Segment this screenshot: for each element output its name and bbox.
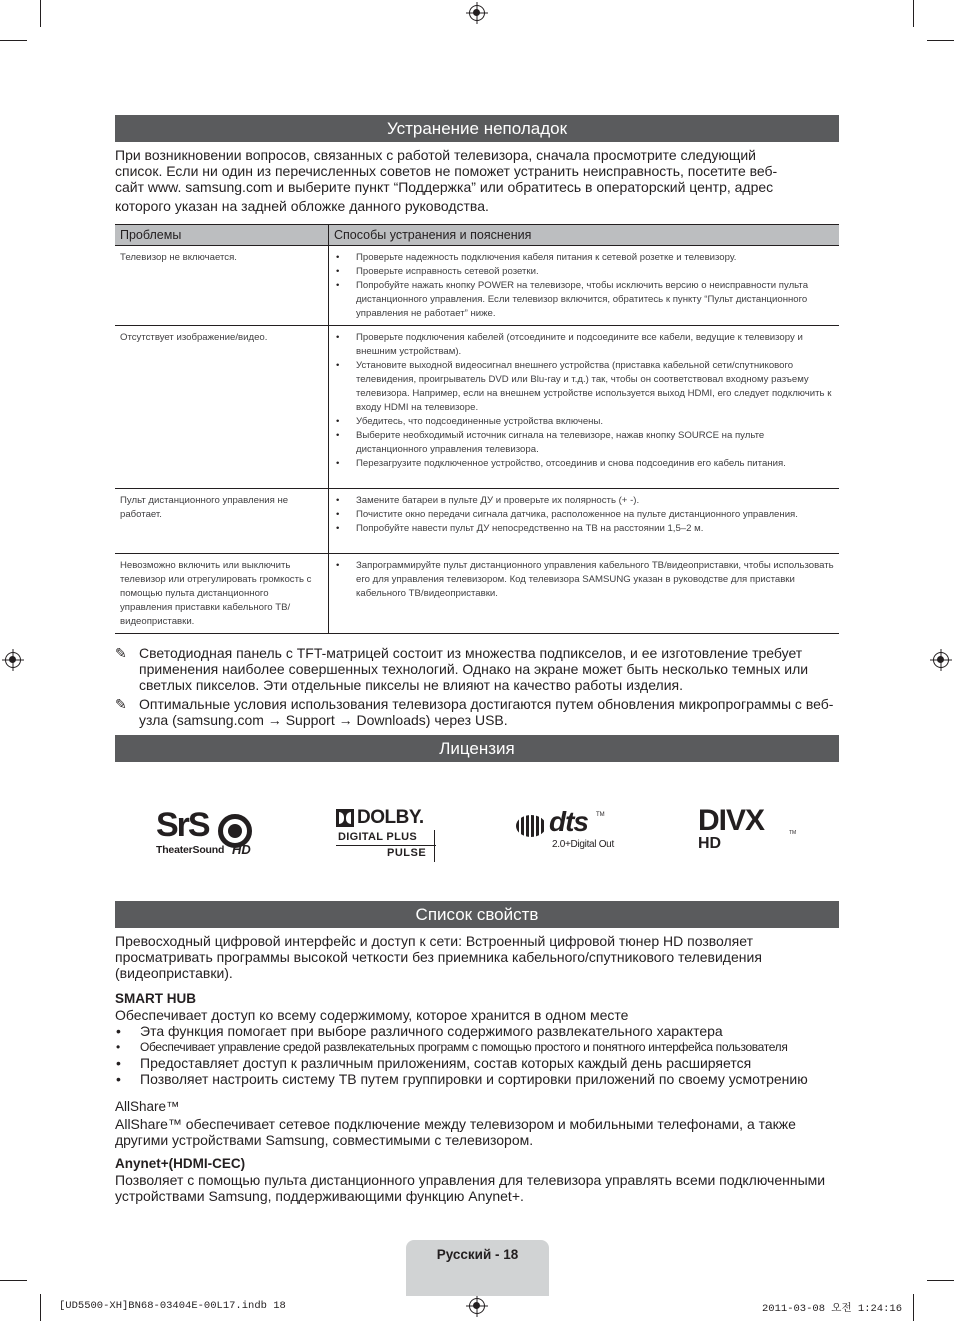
srs-sub-text: TheaterSound (156, 844, 225, 856)
crop-mark (0, 40, 27, 41)
dolby-double-d-icon (346, 812, 351, 824)
dolby-logo-text: DOLBY. (357, 807, 424, 828)
note-text: Светодиодная панель с TFT-матрицей состоит из множества подпикселов, и ее изготовление требует применения наиболее совершенных технологий. Однако на экране может быть несколько темных или светлых пикселов. Эти отдельные пикселы не влияют на качество работы изделия. (139, 645, 809, 693)
anynet-title: Anynet+(HDMI-CEC) (115, 1156, 246, 1171)
divx-tm: TM (789, 830, 797, 836)
column-header-solutions: Способы устранения и пояснения (329, 225, 840, 246)
list-item: • Позволяет настроить систему ТВ путем группировки и сортировки приложений по своему усмотрению (115, 1071, 839, 1087)
list-item: • Обеспечивает управление средой развлекательных программ с помощью простого и понятного интерфейса пользователя (115, 1039, 839, 1055)
allshare-desc: AllShare™ обеспечивает сетевое подключение между телевизором и мобильными телефонами, а также другими устройствами Samsung, совместимыми с телевизором. (115, 1116, 796, 1148)
smart-hub-bullets (115, 1023, 839, 1087)
table-row (115, 554, 839, 634)
problem-cell: Пульт дистанционного управления не работает. (115, 489, 329, 554)
intro-line: сайт www. samsung.com и выберите пункт “Поддержка” или обратитесь в операторский центр, адрес (115, 179, 774, 195)
list-item: • Предоставляет доступ к различным приложениям, состав которых каждый день расширяется (115, 1055, 839, 1071)
intro-line: список. Если ни один из перечисленных советов не поможет устранить неисправность, посетите веб- (115, 163, 778, 179)
dolby-divider (434, 830, 435, 862)
registration-mark-icon (933, 652, 949, 668)
dts-digital-out-logo (516, 806, 622, 852)
column-header-problems: Проблемы (115, 225, 329, 246)
dts-tm: TM (596, 812, 605, 818)
print-slug-left: [UD5500-XH]BN68-03404E-00L17.indb 18 (59, 1300, 286, 1312)
crop-mark (40, 0, 41, 27)
crop-mark (913, 1294, 914, 1321)
note-led-panel (115, 645, 839, 693)
divx-hd-logo (698, 804, 798, 854)
crop-mark (40, 1294, 41, 1321)
problem-cell: Невозможно включить или выключить телевизор или отрегулировать громкость с помощью пульта дистанционного управления приставки кабельного ТВ/видеоприставки. (115, 554, 329, 634)
srs-logo-text: SrS (156, 806, 209, 844)
srs-hd-text: HD (232, 842, 251, 857)
solution-item: • Убедитесь, что подсоединенные устройства включены. (356, 415, 834, 429)
note-text: Оптимальные условия использования телевизора достигаются путем обновления микропрограммы с веб-узла (samsung.com → Support → Downloads) через USB. (139, 696, 834, 728)
registration-mark-icon (469, 1298, 485, 1314)
divx-logo-text: DIVX (698, 804, 765, 837)
solutions-cell (329, 489, 840, 554)
solutions-cell (329, 246, 840, 326)
solution-item: • Попробуйте нажать кнопку POWER на телевизоре, чтобы исключить версию о неисправности пульта дистанционного управления. Если телевизор включится, обратитесь к пункту “Пульт дистанционного управления не работает” ниже. (356, 279, 834, 321)
troubleshooting-intro (115, 147, 839, 214)
section-title-license: Лицензия (115, 735, 839, 762)
print-slug-right: 2011-03-08 오전 1:24:16 (762, 1303, 903, 1315)
solution-item: • Перезагрузите подключенное устройство, отсоединив и снова подсоединив его кабель питания. (356, 457, 834, 471)
intro-line: которого указан на задней обложке данного руководства. (115, 198, 489, 214)
troubleshooting-table (115, 224, 839, 634)
registration-mark-icon (5, 652, 21, 668)
pencil-note-icon: ✎ (115, 645, 127, 661)
dts-sub-text: 2.0+Digital Out (552, 839, 614, 850)
dolby-divider (336, 845, 436, 846)
solution-item: • Установите выходной видеосигнал внешнего устройства (приставка кабельной сети/спутникового телевидения, проигрыватель DVD или Blu-ray и т.д.) так, чтобы он соответствовал входному разъему телевизора. Например, если на внешнем устройстве используется выход HDMI, его следует подключить к входу HDMI на телевизоре. (356, 359, 834, 415)
problem-cell: Отсутствует изображение/видео. (115, 326, 329, 489)
crop-mark (913, 0, 914, 27)
solution-item: • Запрограммируйте пульт дистанционного управления кабельного ТВ/видеоприставки, чтобы использовать его для управления телевизором. Код телевизора SAMSUNG указан в руководстве для приставки кабельного ТВ/видеоприставки. (356, 559, 834, 601)
smart-hub-title: SMART HUB (115, 991, 196, 1006)
crop-mark (927, 1280, 954, 1281)
page-number-tab: Русский - 18 (406, 1240, 549, 1296)
features-intro: Превосходный цифровой интерфейс и доступ к сети: Встроенный цифровой тюнер HD позволяет просматривать программы высокой четкости без приемника кабельного/спутникового телевидения (видеоприставки). (115, 933, 762, 981)
list-item: • Эта функция помогает при выборе различного содержимого развлекательного характера (115, 1023, 839, 1039)
solution-item: • Выберите необходимый источник сигнала на телевизоре, нажав кнопку SOURCE на пульте дистанционного управления телевизора. (356, 429, 834, 457)
solution-item: • Проверьте подключения кабелей (отсоедините и подсоедините все кабели, ведущие к телевизору и внешним устройствам). (356, 331, 834, 359)
solution-item: • Почистите окно передачи сигнала датчика, расположенное на пульте дистанционного управления. (356, 508, 834, 522)
solutions-cell (329, 326, 840, 489)
srs-theatersound-hd-logo (156, 806, 258, 858)
smart-hub-desc: Обеспечивает доступ ко всему содержимому, которое хранится в одном месте (115, 1007, 629, 1023)
srs-circle-dot-icon (228, 824, 242, 838)
intro-line: При возникновении вопросов, связанных с работой телевизора, сначала просмотрите следующий (115, 147, 756, 163)
dolby-digital-plus-pulse-logo (336, 808, 438, 862)
solutions-cell (329, 554, 840, 634)
table-row (115, 326, 839, 489)
solution-item: • Замените батареи в пульте ДУ и проверьте их полярность (+ -). (356, 494, 834, 508)
dolby-line-3: PULSE (387, 847, 427, 859)
table-header-row (115, 225, 839, 246)
anynet-desc: Позволяет с помощью пульта дистанционного управления для телевизора управлять всеми подключенными устройствами Samsung, поддерживающими функцию Anynet+. (115, 1172, 826, 1204)
solution-item: • Попробуйте навести пульт ДУ непосредственно на ТВ на расстоянии 1,5–2 м. (356, 522, 834, 536)
registration-mark-icon (469, 5, 485, 21)
table-row (115, 246, 839, 326)
table-row (115, 489, 839, 554)
allshare-title: AllShare™ (115, 1099, 180, 1114)
pencil-note-icon: ✎ (115, 696, 127, 712)
problem-cell: Телевизор не включается. (115, 246, 329, 326)
divx-hd-text: HD (698, 835, 722, 852)
crop-mark (0, 1280, 27, 1281)
note-firmware (115, 696, 839, 728)
section-title-features: Список свойств (115, 901, 839, 928)
dts-logo-text: dts (549, 806, 588, 837)
solution-item: • Проверьте исправность сетевой розетки. (356, 265, 834, 279)
dolby-line-2: DIGITAL PLUS (338, 831, 417, 843)
crop-mark (927, 40, 954, 41)
section-title-troubleshooting: Устранение неполадок (115, 115, 839, 142)
solution-item: • Проверьте надежность подключения кабеля питания к сетевой розетке и телевизору. (356, 251, 834, 265)
dts-wave-icon (516, 815, 546, 837)
